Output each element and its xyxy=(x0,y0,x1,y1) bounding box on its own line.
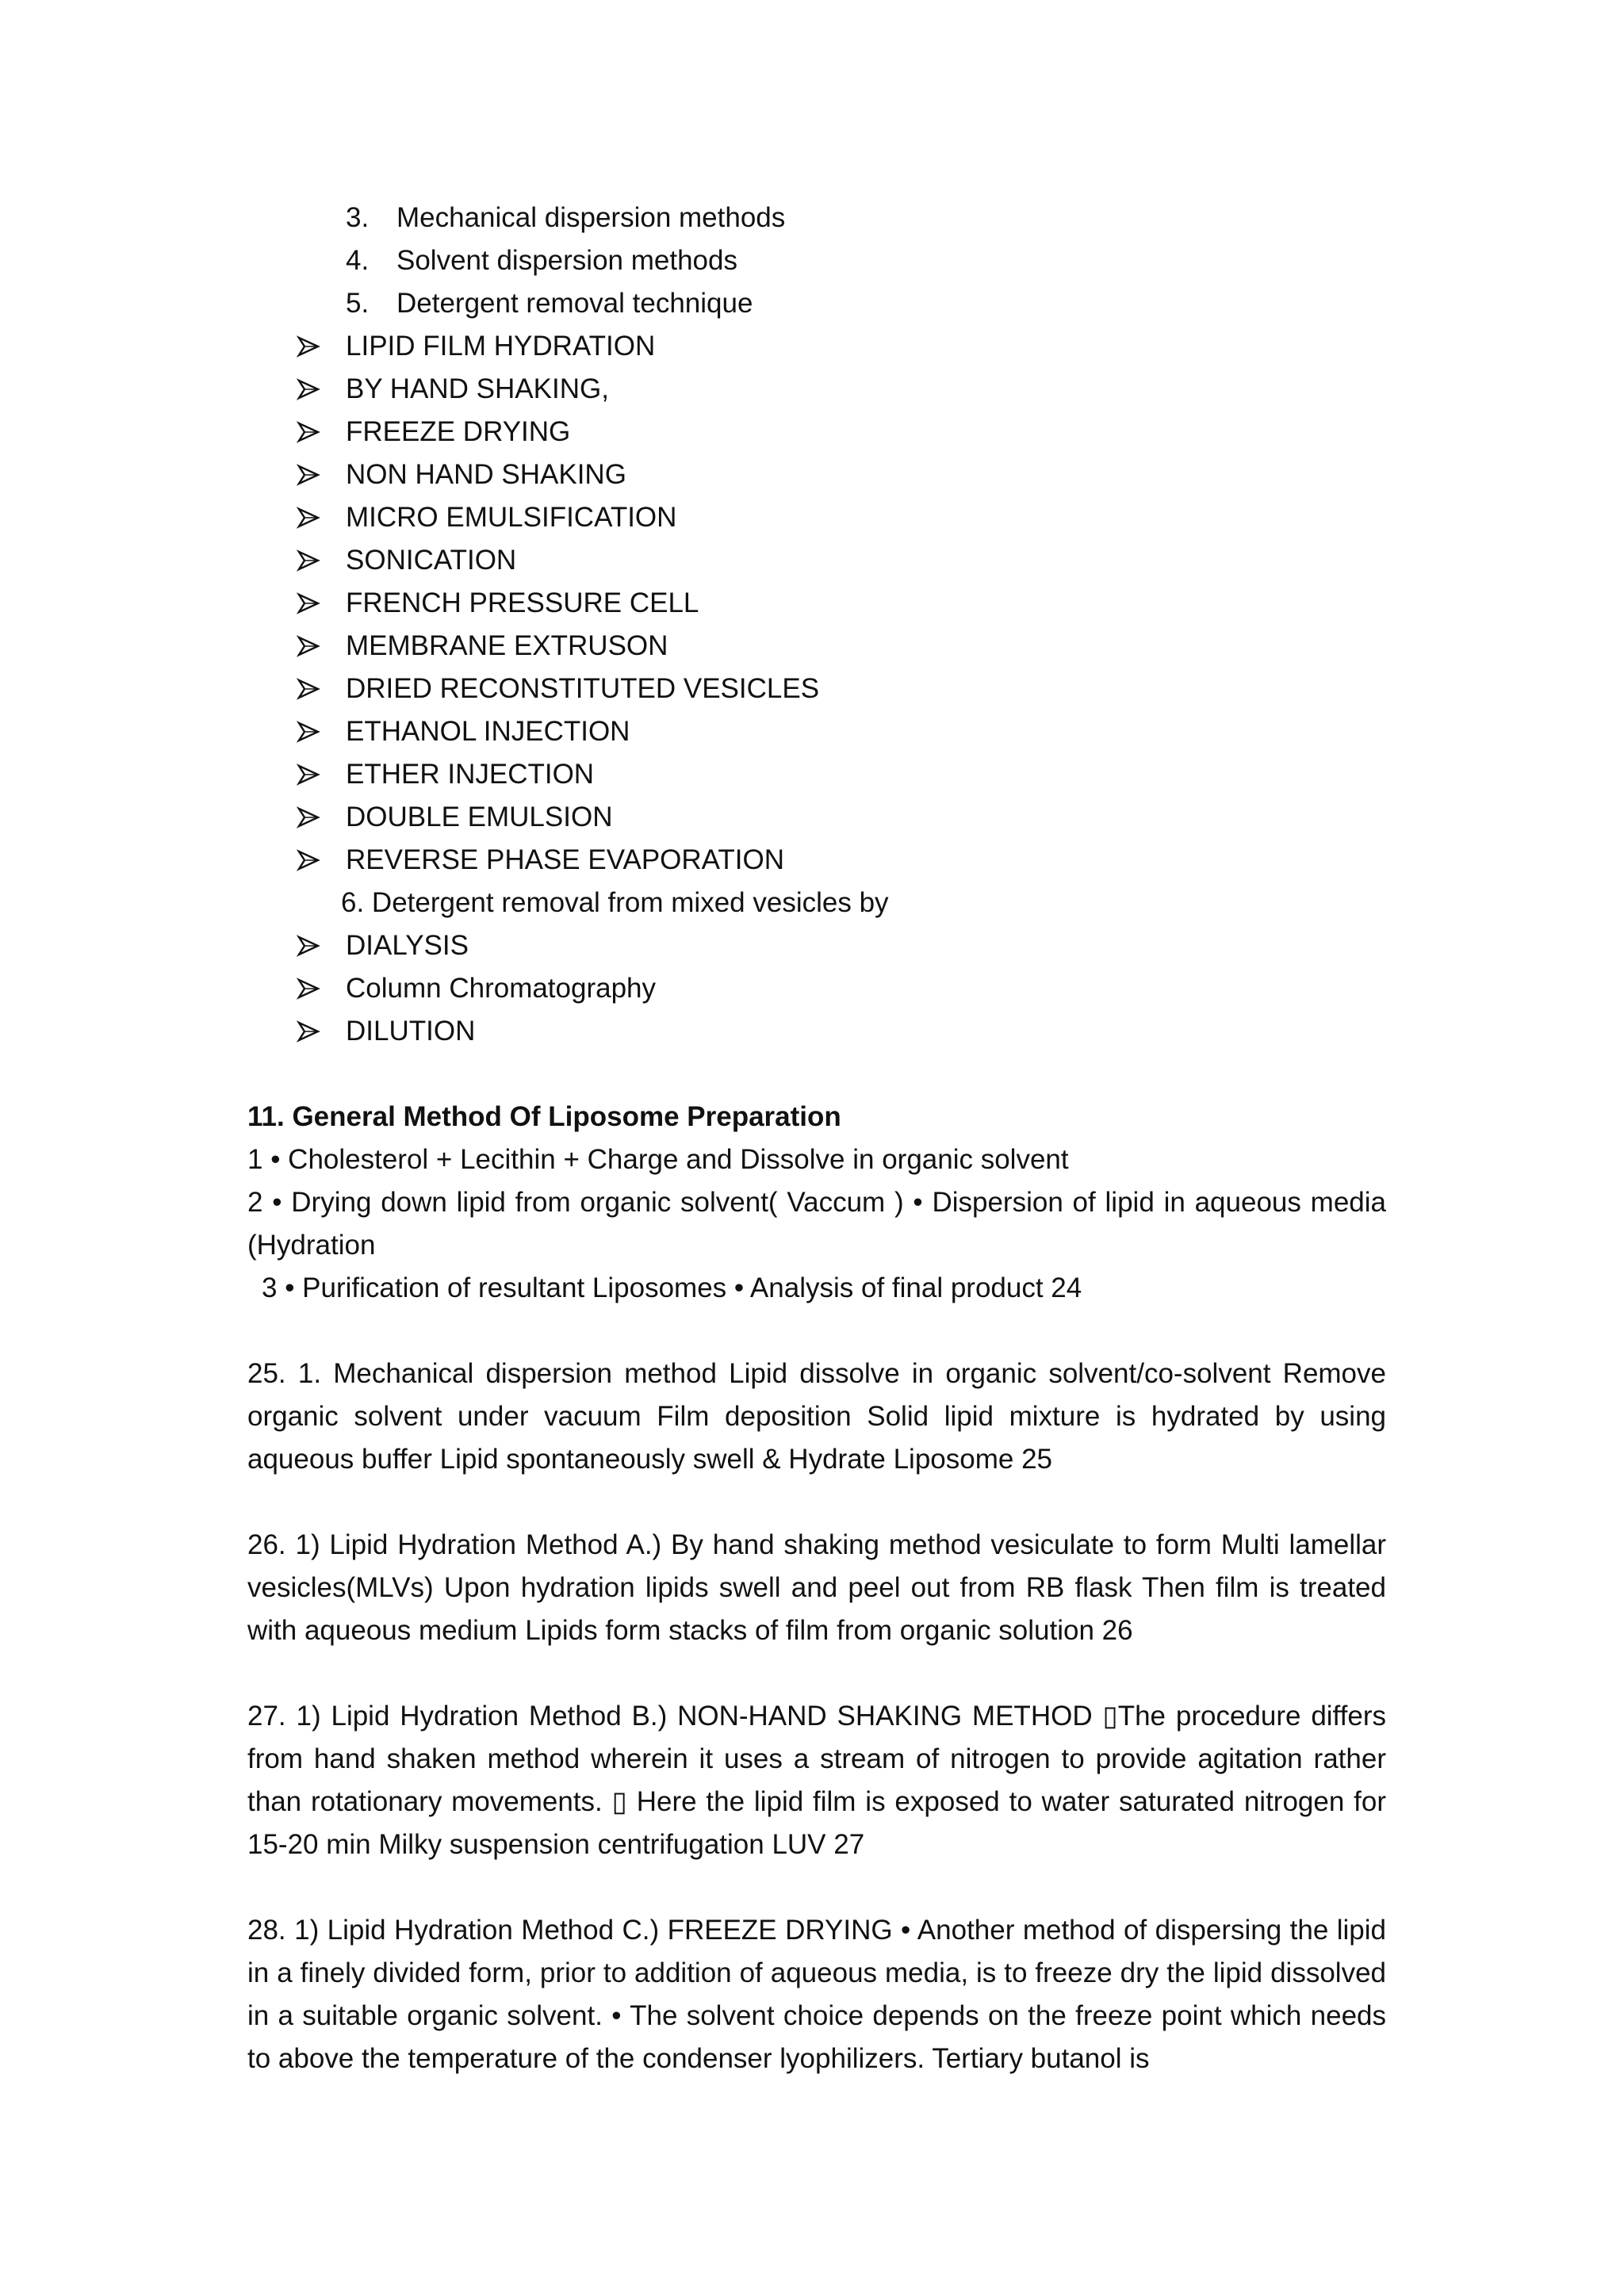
item-text: ETHANOL INJECTION xyxy=(346,716,630,747)
step-line: 2 • Drying down lipid from organic solvent( Vaccum ) • Dispersion of lipid in aqueous media (Hydration xyxy=(247,1187,1386,1261)
item-text: DILUTION xyxy=(346,1016,476,1047)
item-text: FREEZE DRYING xyxy=(346,416,571,447)
sub-list-intro: 6. Detergent removal from mixed vesicles by xyxy=(341,887,889,918)
arrow-bullet-icon xyxy=(297,592,346,614)
list-item xyxy=(247,710,1386,753)
numbered-method-list xyxy=(247,197,1386,325)
arrow-bullet-icon xyxy=(297,678,346,700)
arrow-bullet-icon xyxy=(297,549,346,572)
item-text: Mechanical dispersion methods xyxy=(396,202,786,233)
item-number: 3. xyxy=(346,202,370,233)
item-text: Detergent removal technique xyxy=(396,288,753,319)
item-text: MICRO EMULSIFICATION xyxy=(346,502,677,533)
list-item xyxy=(247,582,1386,625)
list-item xyxy=(247,796,1386,839)
item-text: SONICATION xyxy=(346,545,517,576)
item-text: REVERSE PHASE EVAPORATION xyxy=(346,844,785,875)
spacer xyxy=(247,1652,1386,1695)
list-item xyxy=(247,453,1386,496)
list-item xyxy=(247,282,1386,325)
list-item xyxy=(247,839,1386,882)
body-paragraph: 27. 1) Lipid Hydration Method B.) NON-HAND SHAKING METHOD ▯The procedure differs from hand shaken method wherein it uses a stream of nitrogen to provide agitation rather than rotationary movements. ▯ Here the lipid film is exposed to water saturated nitrogen for 15-20 min Milky suspension centrifugation LUV 27 xyxy=(247,1701,1386,1860)
spacer xyxy=(247,1866,1386,1909)
page-content xyxy=(247,197,1386,2080)
arrow-bullet-icon xyxy=(297,721,346,743)
item-number: 5. xyxy=(346,288,370,319)
item-text: DIALYSIS xyxy=(346,930,469,961)
spacer xyxy=(247,1481,1386,1524)
list-item xyxy=(247,753,1386,796)
item-text: DOUBLE EMULSION xyxy=(346,802,613,832)
item-text: Column Chromatography xyxy=(346,973,657,1004)
arrow-bullet-icon xyxy=(297,464,346,486)
item-number: 4. xyxy=(346,245,370,276)
arrow-bullet-icon xyxy=(297,635,346,657)
list-item xyxy=(247,539,1386,582)
list-item xyxy=(247,411,1386,453)
arrow-bullet-icon xyxy=(297,763,346,786)
body-paragraph: 25. 1. Mechanical dispersion method Lipid dissolve in organic solvent/co-solvent Remove organic solvent under vacuum Film deposition Solid lipid mixture is hydrated by using aqueous buffer Lipid spontaneously swell & Hydrate Liposome 25 xyxy=(247,1358,1386,1475)
list-item xyxy=(247,325,1386,368)
list-item xyxy=(247,1010,1386,1053)
list-item xyxy=(247,625,1386,668)
item-text: FRENCH PRESSURE CELL xyxy=(346,587,699,618)
arrow-bullet-icon xyxy=(297,378,346,400)
list-item xyxy=(247,924,1386,967)
list-item xyxy=(247,668,1386,710)
technique-bullet-list xyxy=(247,325,1386,882)
item-text: BY HAND SHAKING, xyxy=(346,373,609,404)
arrow-bullet-icon xyxy=(297,806,346,828)
step-line: 1 • Cholesterol + Lecithin + Charge and Dissolve in organic solvent xyxy=(247,1144,1069,1175)
arrow-bullet-icon xyxy=(297,507,346,529)
item-text: Solvent dispersion methods xyxy=(396,245,737,276)
arrow-bullet-icon xyxy=(297,849,346,871)
item-text: LIPID FILM HYDRATION xyxy=(346,331,656,362)
arrow-bullet-icon xyxy=(297,1020,346,1043)
list-item xyxy=(247,239,1386,282)
body-paragraph: 26. 1) Lipid Hydration Method A.) By hand shaking method vesiculate to form Multi lamellar vesicles(MLVs) Upon hydration lipids swell and peel out from RB flask Then film is treated with aqueous medium Lipids form stacks of film from organic solution 26 xyxy=(247,1529,1386,1646)
arrow-bullet-icon xyxy=(297,935,346,957)
item-text: MEMBRANE EXTRUSON xyxy=(346,630,668,661)
item-text: DRIED RECONSTITUTED VESICLES xyxy=(346,673,820,704)
item-text: ETHER INJECTION xyxy=(346,759,595,790)
list-item xyxy=(247,967,1386,1010)
list-item xyxy=(247,496,1386,539)
spacer xyxy=(247,1053,1386,1096)
arrow-bullet-icon xyxy=(297,978,346,1000)
step-line: 3 • Purification of resultant Liposomes • Analysis of final product 24 xyxy=(262,1272,1082,1303)
detergent-removal-bullet-list xyxy=(247,924,1386,1053)
arrow-bullet-icon xyxy=(297,421,346,443)
item-text: NON HAND SHAKING xyxy=(346,459,626,490)
spacer xyxy=(247,1310,1386,1353)
section-heading: 11. General Method Of Liposome Preparation xyxy=(247,1101,841,1132)
list-item xyxy=(247,368,1386,411)
body-paragraph: 28. 1) Lipid Hydration Method C.) FREEZE DRYING • Another method of dispersing the lipid in a finely divided form, prior to addition of aqueous media, is to freeze dry the lipid dissolved in a suitable organic solvent. • The solvent choice depends on the freeze point which needs to above the temperature of the condenser lyophilizers. Tertiary butanol is xyxy=(247,1915,1386,2074)
list-item xyxy=(247,197,1386,239)
arrow-bullet-icon xyxy=(297,335,346,358)
